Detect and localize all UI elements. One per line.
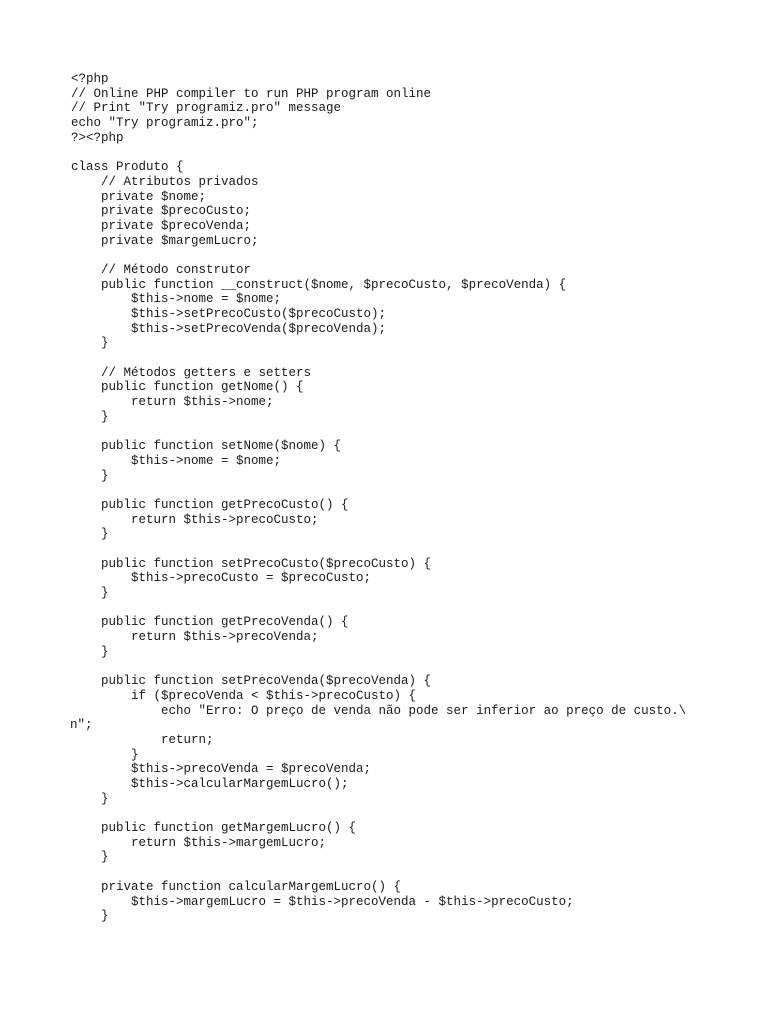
code-line: return $this->precoCusto; xyxy=(71,512,319,527)
code-line: $this->nome = $nome; xyxy=(71,453,282,468)
code-line: n"; xyxy=(70,718,93,733)
code-line: $this->margemLucro = $this->precoVenda - $this->precoCusto; xyxy=(71,894,574,909)
code-line: // Método construtor xyxy=(71,262,252,277)
code-line: $this->calcularMargemLucro(); xyxy=(71,777,349,791)
code-line: } xyxy=(71,850,109,865)
code-line: if ($precoVenda < $this->precoCusto) { xyxy=(71,688,417,703)
code-line: return $this->precoVenda; xyxy=(71,630,319,645)
code-line xyxy=(71,483,686,498)
code-line xyxy=(71,806,686,821)
code-line: } xyxy=(71,409,109,424)
code-line: public function __construct($nome, $precoCusto, $precoVenda) { xyxy=(71,277,567,292)
code-line: private $precoCusto; xyxy=(71,204,252,219)
code-line: class Produto { xyxy=(71,160,184,175)
code-line: } xyxy=(71,747,139,762)
code-line: } xyxy=(71,791,109,806)
code-line: public function setNome($nome) { xyxy=(71,439,342,454)
code-line: } xyxy=(71,527,109,542)
code-line: // Print "Try programiz.pro" message xyxy=(71,101,342,116)
code-block xyxy=(71,72,686,924)
code-line: echo "Try programiz.pro"; xyxy=(71,116,259,131)
code-line: // Online PHP compiler to run PHP program online xyxy=(71,86,432,101)
code-line: echo "Erro: O preço de venda não pode ser inferior ao preço de custo.\ xyxy=(71,703,687,718)
code-line: $this->setPrecoCusto($precoCusto); xyxy=(71,307,387,321)
code-line: private $margemLucro; xyxy=(71,233,259,248)
code-line: return; xyxy=(71,732,214,747)
code-line: } xyxy=(71,336,109,351)
code-line: private $nome; xyxy=(71,189,207,204)
code-line: $this->precoCusto = $precoCusto; xyxy=(71,571,372,586)
code-line: return $this->margemLucro; xyxy=(71,835,327,850)
code-line: // Métodos getters e setters xyxy=(71,365,312,380)
code-line: } xyxy=(71,644,109,659)
code-line: $this->setPrecoVenda($precoVenda); xyxy=(71,321,387,336)
code-line: $this->nome = $nome; xyxy=(71,292,282,307)
code-line: public function getNome() { xyxy=(71,380,304,395)
code-line: return $this->nome; xyxy=(71,395,274,410)
code-line: private $precoVenda; xyxy=(71,218,252,233)
code-line xyxy=(71,601,686,616)
code-line: } xyxy=(71,909,109,924)
code-line: public function setPrecoVenda($precoVenda) { xyxy=(71,674,432,689)
code-line xyxy=(71,248,686,263)
code-line: private function calcularMargemLucro() { xyxy=(71,879,402,894)
code-line: // Atributos privados xyxy=(71,174,259,189)
code-line: $this->precoVenda = $precoVenda; xyxy=(71,762,372,777)
code-line: public function getPrecoCusto() { xyxy=(71,497,349,512)
code-line: } xyxy=(71,468,109,483)
code-line xyxy=(71,351,686,366)
code-line xyxy=(71,542,686,557)
code-line xyxy=(71,145,686,160)
code-line xyxy=(71,660,686,675)
code-line xyxy=(71,865,686,880)
code-line: public function getPrecoVenda() { xyxy=(71,615,349,630)
code-line: public function setPrecoCusto($precoCusto) { xyxy=(71,556,432,571)
code-line: ?><?php xyxy=(71,130,124,145)
code-line xyxy=(71,425,686,440)
code-line: public function getMargemLucro() { xyxy=(71,821,357,836)
code-line: <?php xyxy=(71,72,109,86)
code-line: } xyxy=(71,586,109,601)
